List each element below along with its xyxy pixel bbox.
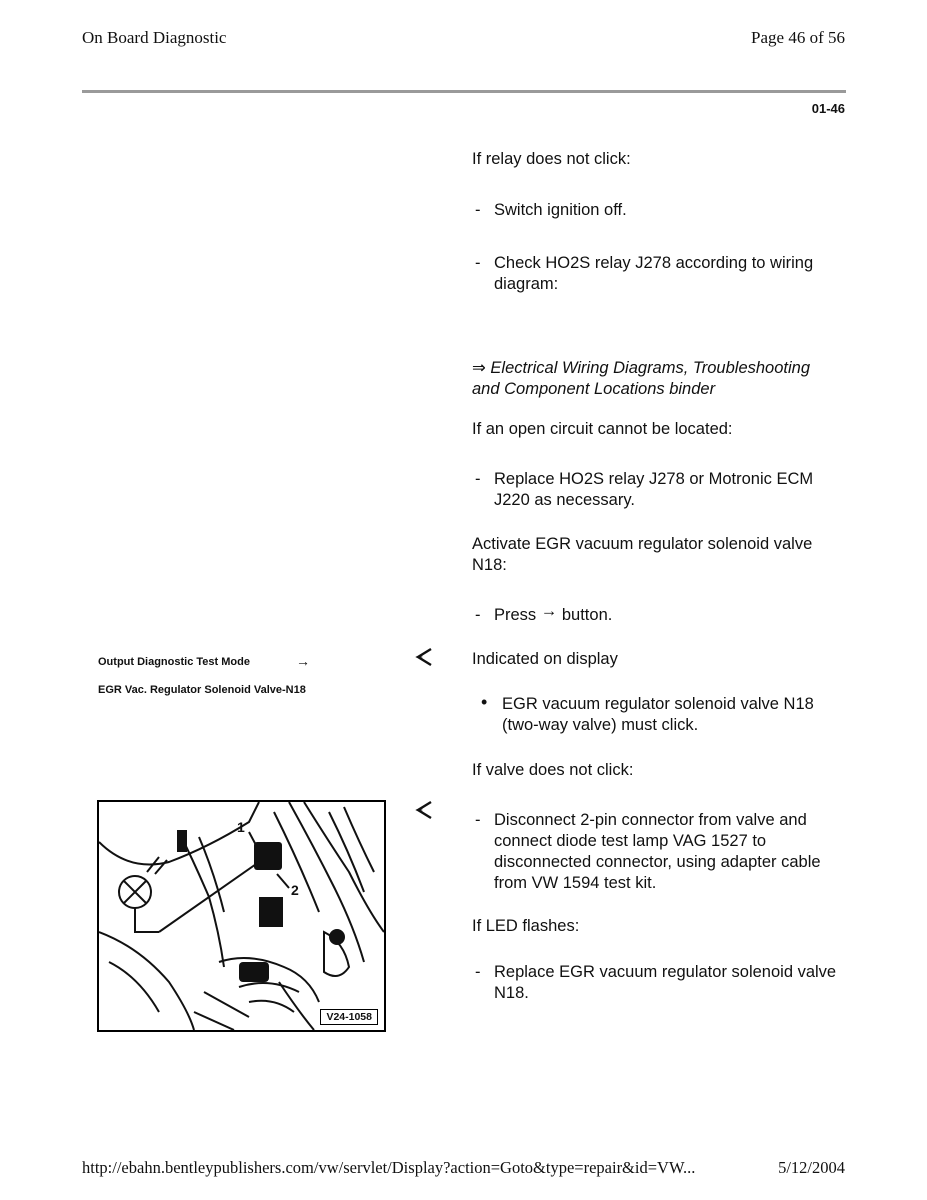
- display-line-2: EGR Vac. Regulator Solenoid Valve-N18: [98, 684, 306, 696]
- dash-marker: -: [475, 470, 481, 488]
- reference-text: Electrical Wiring Diagrams, Troubleshooting: [490, 359, 811, 377]
- list-item-text: Press: [494, 606, 537, 624]
- figure-label: V24-1058: [320, 1009, 378, 1025]
- list-item-text: button.: [561, 606, 613, 624]
- list-item-text: Switch ignition off.: [494, 201, 627, 219]
- list-item: [475, 469, 849, 511]
- bullet-item: [481, 694, 851, 736]
- dash-marker: -: [475, 606, 481, 624]
- dash-marker: -: [475, 963, 481, 981]
- list-item-text: disconnected connector, using adapter cable: [494, 853, 821, 871]
- display-line-1: Output Diagnostic Test Mode: [98, 656, 250, 668]
- list-item-text: from VW 1594 test kit.: [494, 874, 657, 892]
- reference-arrow-icon: ⇒: [472, 359, 486, 377]
- document-title: On Board Diagnostic: [82, 28, 227, 47]
- paragraph-line: Activate EGR vacuum regulator solenoid valve: [472, 535, 813, 553]
- display-arrow-icon: →: [296, 653, 310, 669]
- paragraph-line: N18:: [472, 556, 507, 574]
- list-item-text: J220 as necessary.: [494, 491, 635, 509]
- callout-2: 2: [291, 882, 299, 898]
- list-item-text: Replace HO2S relay J278 or Motronic ECM: [494, 470, 814, 488]
- list-item: [475, 253, 849, 295]
- paragraph-open-circuit: If an open circuit cannot be located:: [472, 420, 733, 438]
- engine-connector-illustration: [97, 800, 386, 1032]
- list-item-text: connect diode test lamp VAG 1527 to: [494, 832, 767, 850]
- footer-date: 5/12/2004: [778, 1158, 845, 1177]
- page-indicator: Page 46 of 56: [751, 28, 845, 47]
- reference-link[interactable]: [472, 358, 846, 400]
- paragraph-led-flashes: If LED flashes:: [472, 917, 580, 935]
- footer-url: http://ebahn.bentleypublishers.com/vw/servlet/Display?action=Goto&type=repair&id=VW...: [82, 1158, 696, 1177]
- paragraph-indicated-display: Indicated on display: [472, 650, 618, 668]
- list-item-text: N18.: [494, 984, 529, 1002]
- right-arrow-icon: →: [540, 605, 558, 620]
- illustration-drawing: [99, 802, 384, 1030]
- list-item: [475, 962, 865, 1004]
- bullet-text: (two-way valve) must click.: [502, 716, 699, 734]
- reference-text: and Component Locations binder: [472, 380, 716, 398]
- bullet-marker: •: [481, 694, 488, 712]
- callout-1: 1: [237, 819, 245, 835]
- list-item: [475, 605, 849, 626]
- pointer-arrow-icon: [415, 800, 433, 826]
- paragraph-activate-egr: [472, 534, 846, 576]
- header-divider: [82, 90, 846, 93]
- bullet-text: EGR vacuum regulator solenoid valve N18: [502, 695, 814, 713]
- dash-marker: -: [475, 254, 481, 272]
- list-item-text: Replace EGR vacuum regulator solenoid valve: [494, 963, 837, 981]
- pointer-arrow-icon: [415, 647, 433, 673]
- list-item-text: Check HO2S relay J278 according to wiring: [494, 254, 814, 272]
- section-page-number: 01-46: [811, 101, 845, 116]
- list-item-text: diagram:: [494, 275, 559, 293]
- dash-marker: -: [475, 811, 481, 829]
- dash-marker: -: [475, 201, 481, 219]
- list-item-text: Disconnect 2-pin connector from valve and: [494, 811, 807, 829]
- list-item: [475, 810, 865, 894]
- paragraph-relay-no-click: If relay does not click:: [472, 150, 631, 168]
- list-item: [475, 200, 849, 221]
- paragraph-valve-no-click: If valve does not click:: [472, 761, 634, 779]
